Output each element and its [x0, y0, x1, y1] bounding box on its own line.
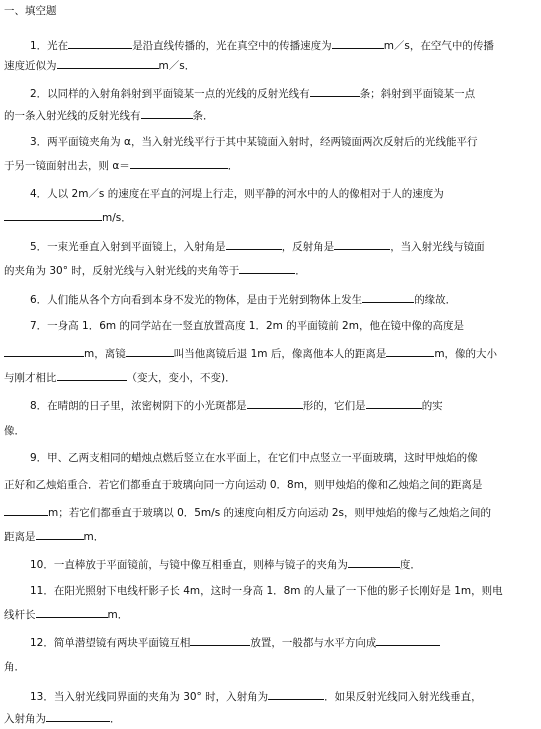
- q13-line-2: 入射角为 ．: [4, 710, 121, 726]
- q12-line-1: 12．简单潜望镜有两块平面镜互相 放置，一般都与水平方向成: [30, 634, 440, 650]
- q1-line-1: 1．光在 是沿直线传播的，光在真空中的传播速度为 m／s，在空气中的传播: [30, 37, 494, 53]
- q7-line-1: 7．一身高 1．6m 的同学站在一竖直放置高度 1．2m 的平面镜前 2m，他在镜中像的高度是: [30, 320, 464, 332]
- q8-line-2: 像．: [4, 425, 25, 437]
- q3-line-1: 3．两平面镜夹角为 α，当入射光线平行于其中某镜面入射时，经两镜面两次反射后的光线能平行: [30, 136, 478, 148]
- answer-blank[interactable]: [268, 688, 324, 700]
- q9-line-3: m；若它们都垂直于玻璃以 0．5m/s 的速度向相反方向运动 2s，则甲烛焰的像与乙烛焰之间的: [4, 504, 491, 520]
- answer-blank[interactable]: [36, 606, 108, 618]
- section-title: 一、填空题: [4, 5, 57, 17]
- answer-blank[interactable]: [190, 634, 250, 646]
- answer-blank[interactable]: [141, 107, 193, 119]
- answer-blank[interactable]: [57, 57, 159, 69]
- q9-line-2: 正好和乙烛焰重合．若它们都垂直于玻璃向同一方向运动 0．8m，则甲烛焰的像和乙烛焰之间的距离是: [4, 479, 483, 491]
- q9-line-4: 距离是 m．: [4, 528, 104, 544]
- q12-line-2: 角．: [4, 661, 25, 673]
- answer-blank[interactable]: [247, 397, 303, 409]
- q11-line-2: 线杆长 m．: [4, 606, 128, 622]
- q5-line-2: 的夹角为 30° 时，反射光线与入射光线的夹角等于 ．: [4, 262, 306, 278]
- answer-blank[interactable]: [366, 397, 422, 409]
- q7-line-2: m，离镜 叫当他离镜后退 1m 后，像离他本人的距离是 m，像的大小: [4, 345, 497, 361]
- answer-blank[interactable]: [362, 291, 414, 303]
- q4-line-2: m/s．: [4, 209, 132, 225]
- q11-line-1: 11．在阳光照射下电线杆影子长 4m，这时一身高 1．8m 的人量了一下他的影子长刚好是 1m，则电: [30, 585, 503, 597]
- q9-line-1: 9．甲、乙两支相同的蜡烛点燃后竖立在水平面上，在它们中点竖立一平面玻璃，这时甲烛焰的像: [30, 452, 478, 464]
- answer-blank[interactable]: [57, 369, 127, 381]
- answer-blank[interactable]: [36, 528, 84, 540]
- answer-blank[interactable]: [386, 345, 434, 357]
- q13-line-1: 13．当入射光线同界面的夹角为 30° 时，入射角为 ．如果反射光线同入射光线垂直，: [30, 688, 482, 704]
- answer-blank[interactable]: [226, 238, 282, 250]
- answer-blank[interactable]: [334, 238, 390, 250]
- answer-blank[interactable]: [310, 85, 360, 97]
- answer-blank[interactable]: [376, 634, 440, 646]
- answer-blank[interactable]: [348, 556, 400, 568]
- answer-blank[interactable]: [4, 504, 48, 516]
- answer-blank[interactable]: [130, 157, 228, 169]
- q7-line-3: 与刚才相比 （变大，变小，不变)．: [4, 369, 236, 385]
- answer-blank[interactable]: [4, 209, 102, 221]
- q6-line: 6．人们能从各个方向看到本身不发光的物体，是由于光射到物体上发生 的缘故．: [30, 291, 456, 307]
- answer-blank[interactable]: [239, 262, 295, 274]
- answer-blank[interactable]: [126, 345, 174, 357]
- q3-line-2: 于另一镜面射出去，则 α＝ ．: [4, 157, 238, 173]
- answer-blank[interactable]: [68, 37, 132, 49]
- q8-line-1: 8．在晴朗的日子里，浓密树阴下的小光斑都是 形的，它们是 的实: [30, 397, 443, 413]
- q5-line-1: 5．一束光垂直入射到平面镜上，入射角是 ，反射角是 ，当入射光线与镜面: [30, 238, 485, 254]
- answer-blank[interactable]: [4, 345, 84, 357]
- answer-blank[interactable]: [332, 37, 384, 49]
- q10-line: 10．一直棒放于平面镜前，与镜中像互相垂直，则棒与镜子的夹角为 度．: [30, 556, 421, 572]
- q2-line-1: 2．以同样的入射角斜射到平面镜某一点的光线的反射光线有 条；斜射到平面镜某一点: [30, 85, 475, 101]
- q1-line-2: 速度近似为 m／s．: [4, 57, 195, 73]
- q2-line-2: 的一条入射光线的反射光线有 条．: [4, 107, 214, 123]
- answer-blank[interactable]: [46, 710, 110, 722]
- q4-line-1: 4．人以 2m／s 的速度在平直的河堤上行走，则平静的河水中的人的像相对于人的速度为: [30, 188, 444, 200]
